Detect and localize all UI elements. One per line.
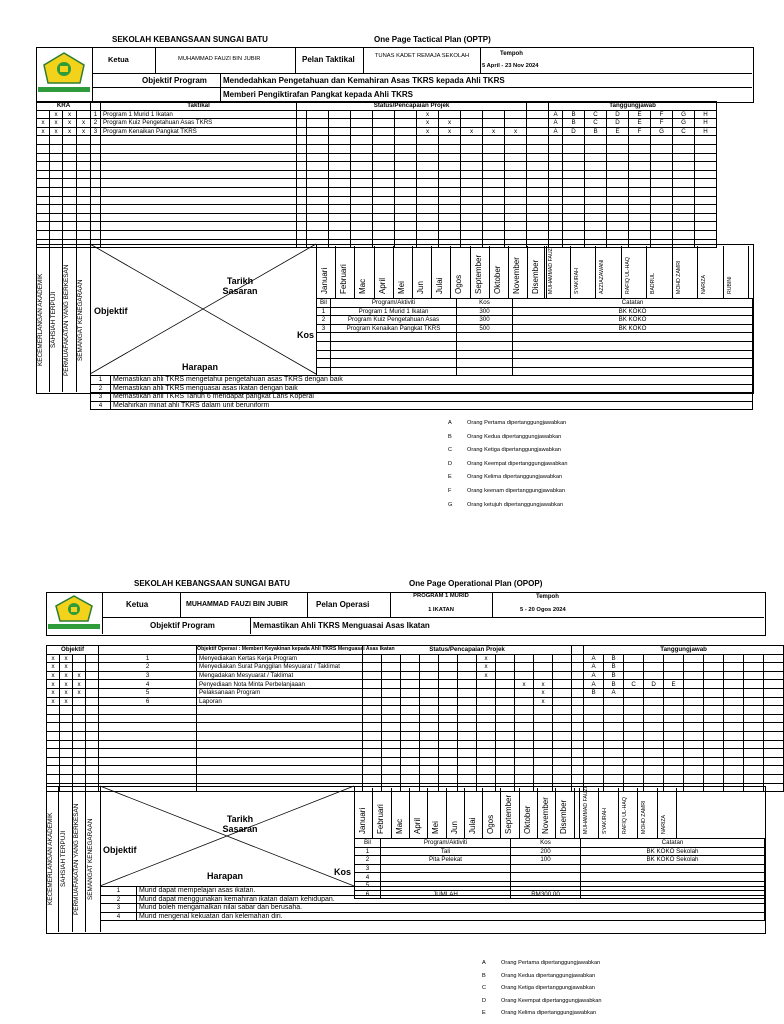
person-label: MOHD ZAMRI bbox=[675, 260, 682, 294]
cost-row: 5 bbox=[355, 881, 765, 890]
task-name: Program 1 Murid 1 Ikatan bbox=[101, 110, 297, 119]
person-label: MOHD ZAMRI bbox=[641, 800, 648, 834]
task-name: Program Kuiz Pengetahuan Asas TKRS bbox=[101, 119, 297, 128]
table-row bbox=[47, 723, 784, 732]
optp-objektif-program-2: Memberi Pengiktirafan Pangkat kepada Ahli TKRS bbox=[223, 90, 413, 99]
optp-objektif: Objektif bbox=[94, 306, 128, 316]
person-label: RAFIQ UL-HAQ bbox=[624, 257, 631, 294]
month-label: Mac bbox=[394, 818, 404, 834]
optp-ketua-label: Ketua bbox=[108, 55, 129, 64]
harapan-item: 2 Murid dapat menggunakan kemahiran ikatan dalam kehidupan. bbox=[101, 895, 765, 904]
legend-text: Orang keenam dipertanggungjawabkan bbox=[467, 488, 565, 494]
table-row bbox=[47, 749, 784, 758]
task-name: Menyediakan Kertas Kerja Program bbox=[197, 654, 363, 663]
legend-key: C bbox=[448, 447, 453, 454]
legend-text: Orang Kedua dipertanggungjawabkan bbox=[467, 433, 562, 440]
table-row: x x 1 Program 1 Murid 1 Ikatan x A B C D E F G H bbox=[37, 110, 753, 119]
month-label: September bbox=[473, 254, 483, 294]
person-label: NARIZA bbox=[660, 814, 667, 834]
kra-label: SEMANGAT KENEGARAAN bbox=[87, 818, 94, 900]
kra-label: KECEMERLANGAN AKADEMIK bbox=[37, 273, 44, 367]
harapan-item: 2 Memastikan ahli TKRS menguasai asas ikatan dengan baik bbox=[91, 384, 753, 393]
table-row bbox=[47, 757, 784, 766]
opop-status-header: Status/Pencapaian Projek bbox=[363, 646, 572, 655]
legend-key: A bbox=[448, 420, 452, 426]
optp-objektif-program-label: Objektif Program bbox=[142, 76, 207, 85]
optp-responsibility-header: Tanggungjawab bbox=[549, 102, 717, 111]
optp-unit: TUNAS KADET REMAJA SEKOLAH bbox=[374, 53, 470, 59]
kra-label: KECEMERLANGAN AKADEMIK bbox=[47, 812, 54, 906]
kra-label: SAHSIAH TERPUJI bbox=[50, 291, 57, 349]
month-label: April bbox=[377, 277, 387, 294]
cost-row: 6 JUMLAH RM300.00 bbox=[355, 890, 765, 899]
task-name: Penyediaan Nota Minta Perbelanjaaan bbox=[197, 680, 363, 689]
cost-row: 1 Program 1 Murid 1 Ikatan 300 BK KOKO bbox=[317, 307, 753, 316]
table-row bbox=[47, 774, 784, 783]
legend-text: Orang Keempat dipertanggungjawabkan bbox=[501, 997, 602, 1004]
table-row: x x x x 3 Program Kenaikan Pangkat TKRS x x x x x A D B E F G C H bbox=[37, 127, 753, 136]
opop-grid-header bbox=[47, 646, 784, 655]
task-name: Mengadakan Mesyuarat / Taklimat bbox=[197, 671, 363, 680]
table-row bbox=[47, 740, 784, 749]
cost-row: 1 Tali 200 BK KOKO Sekolah bbox=[355, 847, 765, 856]
optp-cost-header: Bil Program/Aktiviti Kos Catatan bbox=[317, 299, 753, 308]
legend-key: B bbox=[482, 972, 486, 979]
 bbox=[197, 757, 363, 766]
person-label: SYAKIRAH bbox=[602, 808, 609, 834]
legend-text: Orang Pertama dipertanggungjawabkan bbox=[467, 420, 567, 426]
table-row: x x 2 Menyediakan Surat Panggilan Mesyuarat / Taklimat x A B bbox=[47, 663, 784, 672]
month-label: November bbox=[541, 797, 550, 834]
legend-key: G bbox=[448, 501, 453, 508]
kra-label: PERMUAFAKATAN YANG BERKESAN bbox=[73, 803, 80, 915]
opop-tarikh-sasaran: Tarikh Sasaran bbox=[222, 814, 258, 834]
month-label: Julai bbox=[467, 817, 477, 834]
person-label: SYAKIRAH bbox=[573, 268, 580, 294]
month-label: Ogos bbox=[486, 814, 496, 834]
optp-tempoh-label: Tempoh bbox=[500, 51, 523, 57]
kra-label: SAHSIAH TERPUJI bbox=[60, 830, 67, 888]
legend-key: D bbox=[448, 460, 453, 467]
legend-text: Orang Pertama dipertanggungjawabkan bbox=[501, 960, 601, 966]
harapan-item: 4 Murid mengenal kekuatan dan kelemahan diri. bbox=[101, 912, 765, 921]
optp-harapan: Harapan bbox=[182, 362, 219, 372]
opop-plan-title: One Page Operational Plan (OPOP) bbox=[409, 579, 543, 588]
month-label: April bbox=[412, 817, 422, 834]
table-row bbox=[47, 731, 784, 740]
optp-objektif-program-1: Mendedahkan Pengetahuan dan Kemahiran Asas TKRS kepada Ahli TKRS bbox=[223, 76, 505, 85]
cost-row: 3 Program Kenaikan Pangkat TKRS 500 BK KOKO bbox=[317, 324, 753, 333]
month-label: Mei bbox=[396, 281, 406, 294]
opop-ketua-name: MUHAMMAD FAUZI BIN JUBIR bbox=[186, 601, 288, 608]
month-label: September bbox=[504, 794, 514, 834]
legend-text: Orang Kelima dipertanggungjawabkan bbox=[501, 1010, 597, 1017]
month-label: Disember bbox=[559, 799, 569, 834]
 bbox=[197, 723, 363, 732]
 bbox=[197, 749, 363, 758]
legend-text: Orang Ketiga dipertanggungjawabkan bbox=[501, 985, 595, 992]
table-row bbox=[47, 766, 784, 775]
legend-text: Orang ketujuh dipertanggungjawabkan bbox=[467, 501, 564, 508]
table-row: x x 1 Menyediakan Kertas Kerja Program x A B bbox=[47, 654, 784, 663]
month-label: Ogos bbox=[454, 274, 464, 294]
legend-text: Orang Kelima dipertanggungjawabkan bbox=[467, 474, 563, 481]
harapan-item: 1 Memastikan ahli TKRS mengetahui pengetahuan asas TKRS dengan baik bbox=[91, 376, 753, 385]
month-label: November bbox=[512, 257, 521, 294]
opop-logo bbox=[46, 593, 102, 633]
legend-text: Orang Ketiga dipertanggungjawabkan bbox=[467, 447, 561, 454]
month-label: Mac bbox=[358, 278, 368, 294]
opop-school: SEKOLAH KEBANGSAAN SUNGAI BATU bbox=[134, 579, 290, 588]
table-row bbox=[47, 706, 784, 715]
optp-ketua-name: MUHAMMAD FAUZI BIN JUBIR bbox=[178, 56, 261, 62]
opop-objektif-program-label: Objektif Program bbox=[150, 621, 215, 630]
legend-key: C bbox=[482, 985, 487, 992]
month-label: Mei bbox=[431, 821, 441, 834]
month-label: Februari bbox=[339, 264, 349, 294]
month-label: Julai bbox=[435, 277, 445, 294]
 bbox=[197, 706, 363, 715]
optp-kos: Kos bbox=[297, 330, 315, 340]
harapan-item: 1 Murid dapat mempelajari asas ikatan. bbox=[101, 887, 765, 896]
month-label: Januari bbox=[358, 807, 367, 834]
legend-text: Orang Keempat dipertanggungjawabkan bbox=[467, 460, 568, 467]
opop-task-header: Objektif Operasi : Memberi Keyakinan kepada Ahli TKRS Menguasai Asas Ikatan bbox=[197, 646, 395, 653]
month-label: Oktober bbox=[522, 805, 532, 834]
table-row bbox=[47, 714, 784, 723]
month-label: Jun bbox=[449, 821, 459, 834]
opop-objektif-program: Memastikan Ahli TKRS Menguasai Asas Ikatan bbox=[253, 621, 430, 630]
legend-key: B bbox=[448, 433, 452, 440]
harapan-item: 3 Memastikan ahli TKRS Tahun 6 mendapat pangkat Lans Koperal bbox=[91, 393, 753, 402]
legend-text: Orang Kedua dipertanggungjawabkan bbox=[501, 972, 596, 979]
optp-task-header: Taktikal bbox=[101, 102, 297, 111]
month-label: Disember bbox=[531, 259, 541, 294]
kra-label: PERMUAFAKATAN YANG BERKESAN bbox=[63, 264, 70, 376]
optp-tempoh-value: 5 April - 23 Nov 2024 bbox=[482, 63, 539, 69]
person-label: NARIZA bbox=[701, 274, 707, 294]
task-name: Pelaksanaan Program bbox=[197, 688, 363, 697]
opop-flag-header: Objektif bbox=[47, 646, 99, 655]
month-label: Oktober bbox=[492, 265, 502, 294]
opop-harapan-list bbox=[100, 886, 765, 921]
person-label: MUHAMMAD FAUZI bbox=[548, 246, 554, 294]
optp-school: SEKOLAH KEBANGSAAN SUNGAI BATU bbox=[112, 35, 268, 44]
legend-key: E bbox=[448, 474, 452, 481]
person-label: RUBINI bbox=[726, 276, 733, 294]
opop-program-2: 1 IKATAN bbox=[428, 607, 454, 613]
legend-key: F bbox=[448, 488, 452, 494]
legend-key: D bbox=[482, 997, 487, 1004]
kra-label: SEMANGAT KENEGARAAN bbox=[77, 279, 84, 361]
 bbox=[197, 740, 363, 749]
optp-plan-title: One Page Tactical Plan (OPTP) bbox=[374, 35, 491, 44]
cost-row: 2 Pita Pelekat 100 BK KOKO Sekolah bbox=[355, 856, 765, 865]
optp-status-header: Status/Pencapaian Projek bbox=[297, 102, 527, 111]
task-name: Menyediakan Surat Panggilan Mesyuarat / Taklimat bbox=[197, 663, 363, 672]
opop-objektif: Objektif bbox=[103, 845, 137, 855]
optp-flag-header: KRA bbox=[37, 102, 91, 111]
opop-responsibility-header: Tanggungjawab bbox=[584, 646, 784, 655]
legend-key: E bbox=[482, 1010, 486, 1017]
month-label: Jun bbox=[416, 281, 425, 294]
table-row: x x 6 Laporan x bbox=[47, 697, 784, 706]
 bbox=[197, 731, 363, 740]
task-name: Program Kenaikan Pangkat TKRS bbox=[101, 127, 297, 136]
person-label: RAFIQ UL-HAQ bbox=[621, 797, 628, 834]
cost-row: 4 bbox=[355, 873, 765, 882]
opop-cost-header: Bil Program/Aktiviti Kos Catatan bbox=[355, 839, 765, 848]
opop-tempoh-label: Tempoh bbox=[536, 594, 559, 600]
month-label: Januari bbox=[320, 267, 329, 294]
cost-row: 3 bbox=[355, 864, 765, 873]
opop-tempoh-value: 5 - 20 Ogos 2024 bbox=[520, 607, 566, 613]
task-name: Laporan bbox=[197, 697, 363, 706]
opop-ketua-label: Ketua bbox=[126, 600, 149, 609]
table-row: x x x 3 Mengadakan Mesyuarat / Taklimat x A B bbox=[47, 671, 784, 680]
harapan-item: 3 Murid boleh mengamalkan nilai sabar dan berusaha. bbox=[101, 904, 765, 913]
 bbox=[197, 774, 363, 783]
cost-row: 2 Program Kuiz Pengetahuan Asas 300 BK KOKO bbox=[317, 316, 753, 325]
opop-plan-type: Pelan Operasi bbox=[316, 600, 370, 609]
month-label: Februari bbox=[376, 804, 386, 834]
opop-kos: Kos bbox=[334, 867, 352, 877]
table-row: x x x 5 Pelaksanaan Program x B A bbox=[47, 688, 784, 697]
person-label: MUHAMMAD FAUZI bbox=[583, 786, 589, 834]
opop-harapan: Harapan bbox=[207, 871, 244, 881]
optp-tarikh-sasaran: Tarikh Sasaran bbox=[222, 276, 258, 296]
optp-plan-type: Pelan Taktikal bbox=[302, 55, 355, 64]
 bbox=[197, 714, 363, 723]
harapan-item: 4 Melahirkan minat ahli TKRS dalam unit beruniform bbox=[91, 401, 753, 410]
table-row: x x x 4 Penyediaan Nota Minta Perbelanjaaan x x A B C D E bbox=[47, 680, 784, 689]
person-label: AZZIAZAWANI bbox=[599, 259, 605, 294]
 bbox=[197, 766, 363, 775]
person-label: BADRUL bbox=[650, 272, 656, 294]
opop-task-table bbox=[46, 645, 784, 792]
table-row: x x x x 2 Program Kuiz Pengetahuan Asas TKRS x x A B C D E F G H bbox=[37, 119, 753, 128]
opop-program-1: PROGRAM 1 MURID bbox=[413, 593, 469, 599]
legend-key: A bbox=[482, 960, 486, 966]
